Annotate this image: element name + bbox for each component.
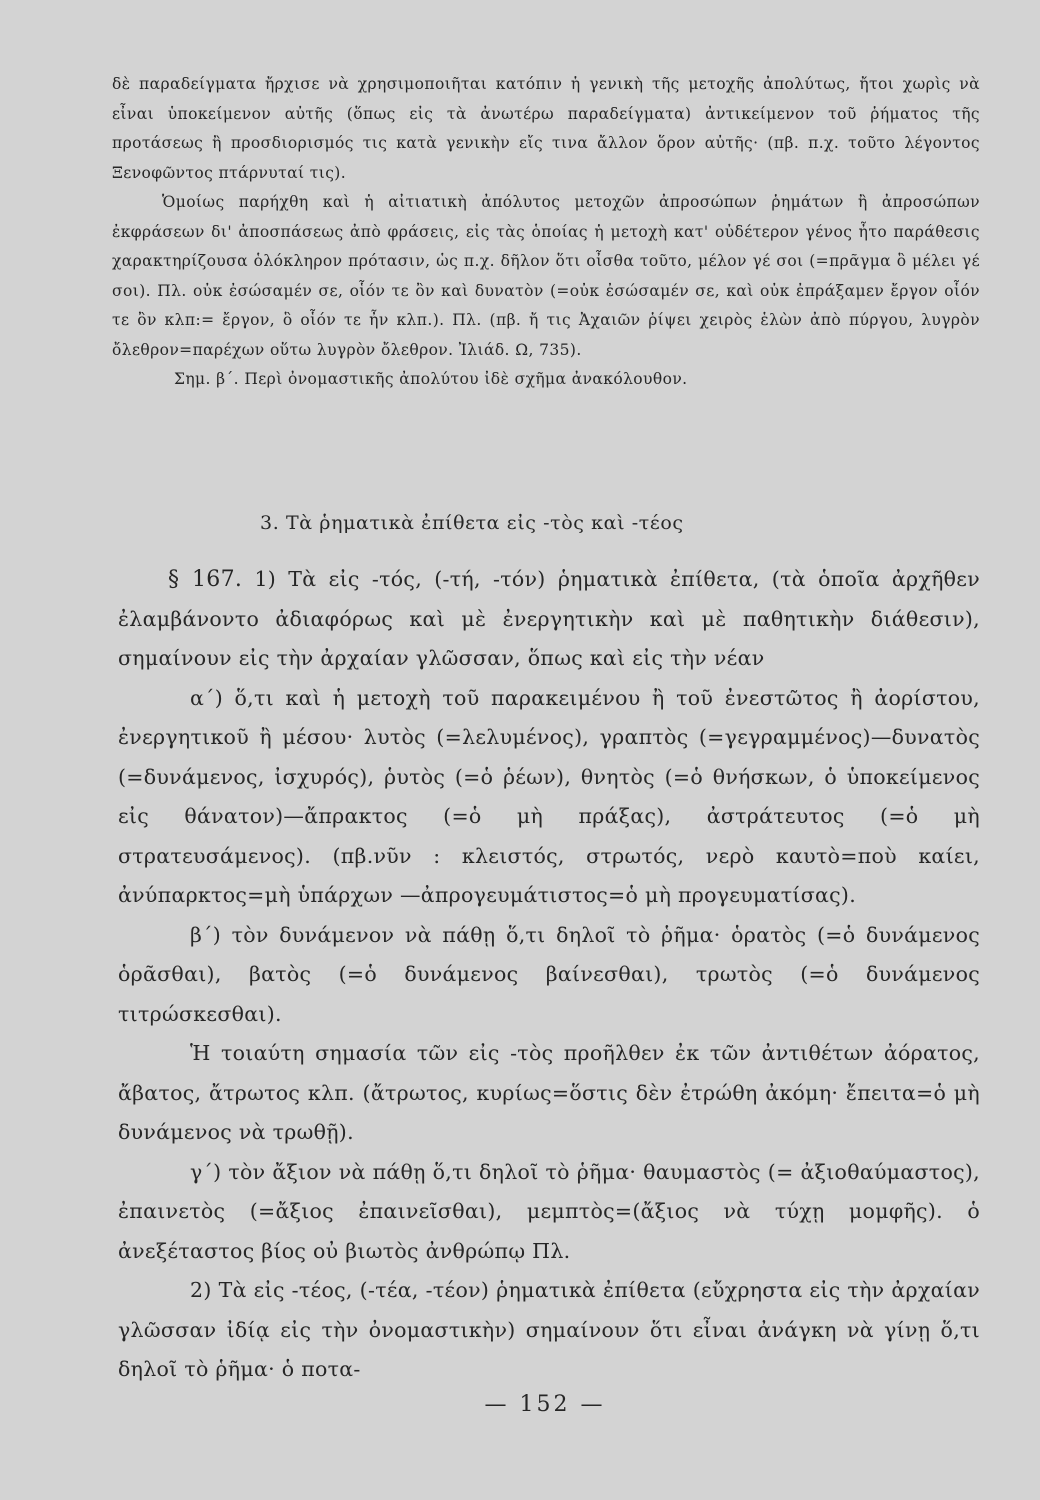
text-paragraph: 2) Τὰ εἰς -τέος, (-τέα, -τέον) ῥηματικὰ ἐπίθετα (εὔχρηστα εἰς τὴν ἀρχαίαν γλῶσσαν ἰδίᾳ εἰς τὴν ὀνομαστικὴν) σημαίνουν ὅτι εἶναι ἀνάγκη νὰ γίνῃ ὅ,τι δηλοῖ τὸ ῥῆμα· ὁ ποτα- (118, 1278, 980, 1381)
paragraph-number: § 167. (168, 567, 243, 592)
text-paragraph: δὲ παραδείγματα ἤρχισε νὰ χρησιμοποιῆται κατόπιν ἡ γενικὴ τῆς μετοχῆς ἀπολύτως, ἤτοι χωρὶς νὰ εἶναι ὑποκείμενον αὐτῆς (ὅπως εἰς τὰ ἀνωτέρω παραδείγματα) ἀντικείμενον τοῦ ῥήματος τῆς προτάσεως ἢ προσδιορισμός τις κατὰ γενικὴν εἴς τινα ἄλλον ὅρον αὐτῆς· (πβ. π.χ. τοῦτο λέγοντος Ξενοφῶντος πτάρνυταί τις). (112, 75, 980, 182)
section-heading: 3. Τὰ ῥηματικὰ ἐπίθετα εἰς -τὸς καὶ -τέος (260, 512, 684, 534)
main-text-block (118, 560, 980, 1390)
text-paragraph: γ΄) τὸν ἄξιον νὰ πάθῃ ὅ,τι δηλοῖ τὸ ῥῆμα· θαυμαστὸς (= ἀξιοθαύμαστος), ἐπαινετὸς (=ἄξιος ἐπαινεῖσθαι), μεμπτὸς=(ἄξιος νὰ τύχῃ μομφῆς). ὁ ἀνεξέταστος βίος οὐ βιωτὸς ἀνθρώπῳ Πλ. (118, 1159, 980, 1263)
text-paragraph: Ὁμοίως παρήχθη καὶ ἡ αἰτιατικὴ ἀπόλυτος μετοχῶν ἀπροσώπων ῥημάτων ἢ ἀπροσώπων ἐκφράσεων δι' ἀποσπάσεως ἀπὸ φράσεις, εἰς τὰς ὁποίας ἡ μετοχὴ κατ' οὐδέτερον γένος ἦτο παράθεσις χαρακτηρίζουσα ὁλόκληρον πρότασιν, ὡς π.χ. δῆλον ὅτι οἶσθα τοῦτο, μέλον γέ σοι (=πρᾶγμα ὃ μέλει γέ σοι). Πλ. οὐκ ἐσώσαμέν σε, οἷόν τε ὂν καὶ δυνατὸν (=οὐκ ἐσώσαμέν σε, καὶ οὐκ ἐπράξαμεν ἔργον οἷόν τε ὂν κλπ:= ἔργον, ὃ οἷόν τε ἦν κλπ.). Πλ. (πβ. ἤ τις Ἀχαιῶν ῥίψει χειρὸς ἑλὼν ἀπὸ πύργου, λυγρὸν ὄλεθρον=παρέχων οὕτω λυγρὸν ὄλεθρον. Ἰλιάδ. Ω, 735). (112, 193, 980, 359)
paragraph-text: 1) Τὰ εἰς -τός, (-τή, -τόν) ῥηματικὰ ἐπίθετα, (τὰ ὁποῖα ἀρχῆθεν ἐλαμβάνοντο ἀδιαφόρως καὶ μὲ ἐνεργητικὴν καὶ μὲ παθητικὴν διάθεσιν), σημαίνουν εἰς τὴν ἀρχαίαν γλῶσσαν, ὅπως καὶ εἰς τὴν νέαν (118, 567, 980, 670)
text-paragraph: α΄) ὅ,τι καὶ ἡ μετοχὴ τοῦ παρακειμένου ἢ τοῦ ἐνεστῶτος ἢ ἀορίστου, ἐνεργητικοῦ ἢ μέσου· λυτὸς (=λελυμένος), γραπτὸς (=γεγραμμένος)—δυνατὸς (=δυνάμενος, ἰσχυρός), ῥυτὸς (=ὁ ῥέων), θνητὸς (=ὁ θνήσκων, ὁ ὑποκείμενος εἰς θάνατον)—ἄπρακτος (=ὁ μὴ πράξας), ἀστράτευτος (=ὁ μὴ στρατευσάμενος). (πβ.νῦν : κλειστός, στρωτός, νερὸ καυτὸ=ποὺ καίει, ἀνύπαρκτος=μὴ ὑπάρχων —ἀπρογευμάτιστος=ὁ μὴ προγευματίσας). (118, 685, 980, 907)
page-number: — 152 — (484, 1392, 606, 1417)
note-paragraph: Σημ. β΄. Περὶ ὀνομαστικῆς ἀπολύτου ἰδὲ σχῆμα ἀνακόλουθον. (174, 370, 688, 388)
text-paragraph: Ἡ τοιαύτη σημασία τῶν εἰς -τὸς προῆλθεν ἐκ τῶν ἀντιθέτων ἀόρατος, ἄβατος, ἄτρωτος κλπ. (ἄτρωτος, κυρίως=ὅστις δὲν ἐτρώθη ἀκόμη· ἔπειτα=ὁ μὴ δυνάμενος νὰ τρωθῇ). (118, 1041, 980, 1144)
text-paragraph: β΄) τὸν δυνάμενον νὰ πάθῃ ὅ,τι δηλοῖ τὸ ῥῆμα· ὁρατὸς (=ὁ δυνάμενος ὁρᾶσθαι), βατὸς (=ὁ δυνάμενος βαίνεσθαι), τρωτὸς (=ὁ δυνάμενος τιτρώσκεσθαι). (118, 922, 980, 1026)
small-print-block (112, 70, 980, 395)
text-paragraph (118, 560, 980, 679)
